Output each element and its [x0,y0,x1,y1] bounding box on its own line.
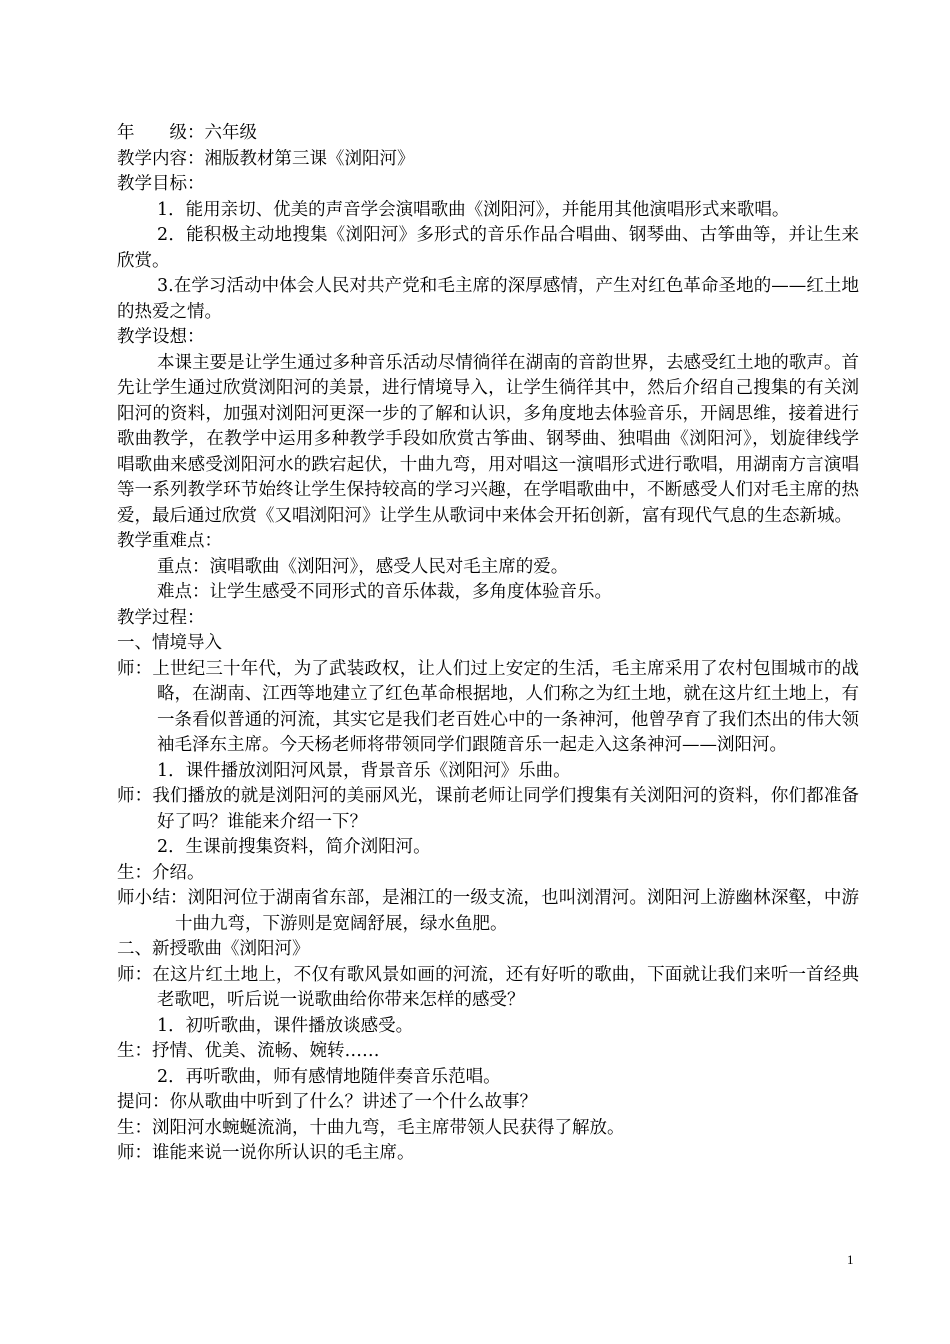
teacher-line-3: 师：在这片红土地上，不仅有歌风景如画的河流，还有好听的歌曲，下面就让我们来听一首经典老歌吧，听后说一说歌曲给你带来怎样的感受？ [117,964,859,1010]
step-4: 2．再听歌曲，师有感情地随伴奏音乐范唱。 [157,1066,501,1087]
goals-heading: 教学目标： [117,174,205,194]
goal-3: 3.在学习活动中体会人民对共产党和毛主席的深厚感情，产生对红色革命圣地的——红土地的热爱之情。 [117,276,859,322]
step-3: 1．初听歌曲，课件播放谈感受。 [157,1015,414,1036]
section-heading-1: 一、情境导入 [117,633,222,653]
difficult-point: 难点：让学生感受不同形式的音乐体裁，多角度体验音乐。 [157,582,612,602]
design-paragraph: 本课主要是让学生通过多种音乐活动尽情徜徉在湖南的音韵世界，去感受红土地的歌声。首先让学生通过欣赏浏阳河的美景，进行情境导入，让学生徜徉其中，然后介绍自己搜集的有关浏阳河的资料，加强对浏阳河更深一步的了解和认识，多角度地去体验音乐，开阔思维，接着进行歌曲教学，在教学中运用多种教学手段如欣赏古筝曲、钢琴曲、独唱曲《浏阳河》，划旋律线学唱歌曲来感受浏阳河水的跌宕起伏，十曲九弯，用对唱这一演唱形式进行歌唱，用湖南方言演唱等一系列教学环节始终让学生保持较高的学习兴趣，在学唱歌曲中，不断感受人们对毛主席的热爱，最后通过欣赏《又唱浏阳河》让学生从歌词中来体会开拓创新，富有现代气息的生态新城。 [117,352,859,526]
key-points-heading: 教学重难点： [117,531,222,551]
grade-line: 年 级：六年级 [117,123,257,143]
student-line-3: 生：浏阳河水蜿蜒流淌，十曲九弯，毛主席带领人民获得了解放。 [117,1117,625,1138]
document-body [117,121,859,1167]
page-number: 1 [847,1252,854,1267]
goal-1: 1．能用亲切、优美的声音学会演唱歌曲《浏阳河》，并能用其他演唱形式来歌唱。 [157,199,790,220]
design-heading: 教学设想： [117,327,205,347]
student-line-2: 生：抒情、优美、流畅、婉转…… [117,1041,380,1061]
teacher-line-4: 师：谁能来说一说你所认识的毛主席。 [117,1143,415,1163]
question-line: 提问：你从歌曲中听到了什么？讲述了一个什么故事？ [117,1092,537,1112]
teacher-summary: 师小结：浏阳河位于湖南省东部，是湘江的一级支流，也叫浏渭河。浏阳河上游幽林深壑，中游十曲九弯，下游则是宽阔舒展，绿水鱼肥。 [117,888,859,934]
key-point: 重点：演唱歌曲《浏阳河》，感受人民对毛主席的爱。 [157,556,569,577]
step-1: 1．课件播放浏阳河风景，背景音乐《浏阳河》乐曲。 [157,760,571,781]
teacher-line-2: 师：我们播放的就是浏阳河的美丽风光，课前老师让同学们搜集有关浏阳河的资料，你们都准备好了吗？谁能来介绍一下？ [117,786,859,832]
goal-2: 2．能积极主动地搜集《浏阳河》多形式的音乐作品合唱曲、钢琴曲、古筝曲等，并让生来欣赏。 [117,225,859,271]
teacher-line-1: 师：上世纪三十年代，为了武装政权，让人们过上安定的生活，毛主席采用了农村包围城市的战略，在湖南、江西等地建立了红色革命根据地，人们称之为红土地，就在这片红土地上，有一条看似普通的河流，其实它是我们老百姓心中的一条神河，他曾孕育了我们杰出的伟大领袖毛泽东主席。今天杨老师将带领同学们跟随音乐一起走入这条神河——浏阳河。 [117,658,859,755]
step-2: 2．生课前搜集资料，简介浏阳河。 [157,837,431,857]
process-heading: 教学过程： [117,607,205,628]
student-line-1: 生：介绍。 [117,862,205,883]
content-line: 教学内容：湘版教材第三课《浏阳河》 [117,148,415,169]
section-heading-2: 二、新授歌曲《浏阳河》 [117,939,310,959]
